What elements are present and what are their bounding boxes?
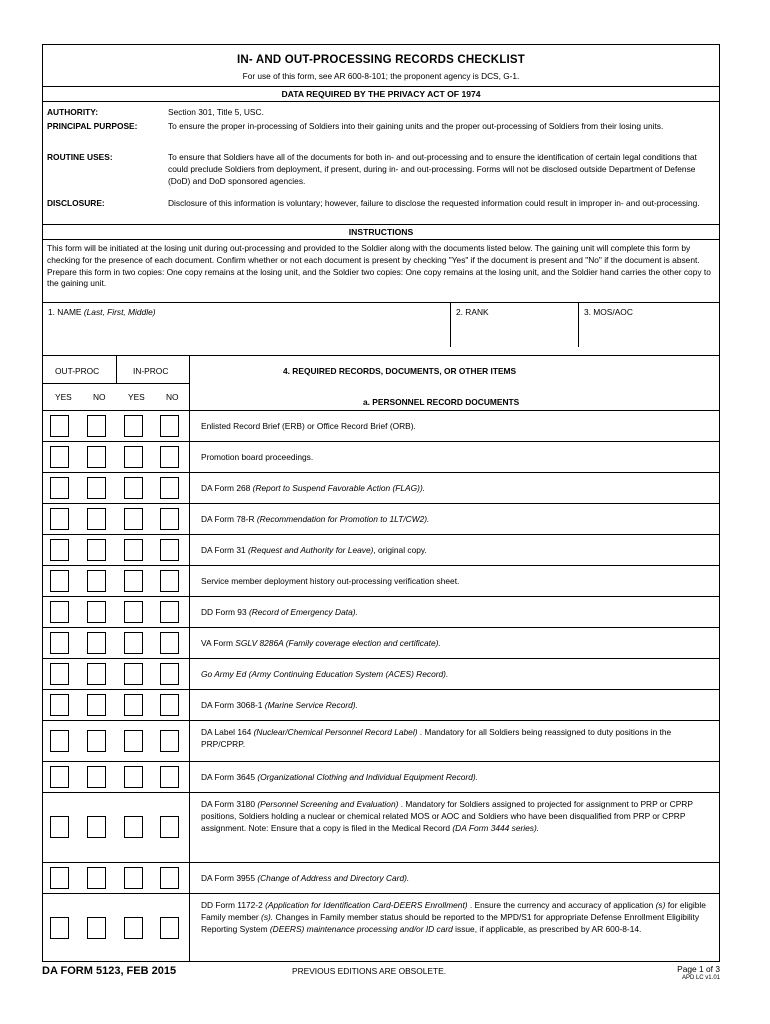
page-info (677, 964, 720, 981)
table-row (43, 862, 719, 893)
table-row (43, 503, 719, 534)
in-no-checkbox[interactable] (160, 508, 179, 530)
item-text: . Mandatory for Soldiers assigned to projected for assignment to PRP or CPRP positions, Soldiers holding a nuclear or chemical related MOS or AOC and Soldiers who have been disqualified from PRP or CPRP assignment. Note: Ensure that a copy is filed in the Medical Record (201, 799, 693, 833)
item-text: DA Form 3955 (201, 873, 258, 883)
table-row (43, 410, 719, 441)
page-number: Page 1 of 3 (677, 964, 720, 974)
privacy-label: PRINCIPAL PURPOSE: (47, 121, 138, 131)
table-row (43, 596, 719, 627)
out-yes-checkbox[interactable] (50, 601, 69, 623)
form-id: DA FORM 5123, FEB 2015 (42, 965, 177, 977)
table-row (43, 658, 719, 689)
privacy-act-header: DATA REQUIRED BY THE PRIVACY ACT OF 1974 (43, 86, 719, 102)
in-no-checkbox[interactable] (160, 867, 179, 889)
out-no-checkbox[interactable] (87, 917, 106, 939)
item-text: VA Form (201, 638, 236, 648)
list-item (201, 726, 716, 750)
column-divider (116, 355, 117, 384)
item-text: , original copy. (373, 545, 427, 555)
out-no-checkbox[interactable] (87, 446, 106, 468)
name-field[interactable] (43, 303, 451, 347)
row-divider (43, 472, 719, 473)
item-text: . Mandatory for all Soldiers being reassigned to duty positions in the PRP/CPRP. (201, 727, 672, 749)
out-no-checkbox[interactable] (87, 415, 106, 437)
row-divider (43, 534, 719, 535)
in-yes-checkbox[interactable] (124, 766, 143, 788)
list-item (201, 872, 716, 884)
table-row (43, 792, 719, 862)
table-row (43, 472, 719, 503)
in-no-checkbox[interactable] (160, 570, 179, 592)
item-text: DA Form 3645 (201, 772, 258, 782)
item-text: for eligible Family member (201, 900, 706, 922)
privacy-act-section (43, 102, 719, 224)
item-text: DA Label 164 (201, 727, 254, 737)
in-yes-checkbox[interactable] (124, 570, 143, 592)
item-text: Enlisted Record Brief (ERB) or Office Record Brief (ORB). (201, 421, 416, 431)
form-footer (42, 962, 720, 1002)
in-no-header: NO (166, 392, 179, 402)
in-no-checkbox[interactable] (160, 632, 179, 654)
item-text: DA Form 31 (201, 545, 249, 555)
in-yes-checkbox[interactable] (124, 694, 143, 716)
out-proc-header: OUT-PROC (55, 366, 100, 376)
table-row (43, 534, 719, 565)
out-yes-header: YES (55, 392, 72, 402)
in-yes-checkbox[interactable] (124, 730, 143, 752)
mos-label: 3. MOS/AOC (584, 307, 633, 317)
rank-field[interactable] (451, 303, 579, 347)
row-divider (43, 503, 719, 504)
row-divider (43, 565, 719, 566)
in-yes-checkbox[interactable] (124, 663, 143, 685)
privacy-text: To ensure the proper in-processing of Soldiers into their gaining units and the proper out-processing of Soldiers from their losing units. (168, 121, 664, 131)
item-text: Promotion board proceedings. (201, 452, 314, 462)
list-item (201, 420, 716, 432)
item-title: (Personnel Screening and Evaluation) (257, 799, 399, 809)
table-row (43, 627, 719, 658)
item-title: (Record of Emergency Data). (248, 607, 358, 617)
item-text: DD Form 1172-2 (201, 900, 266, 910)
rank-label: 2. RANK (456, 307, 489, 317)
list-item (201, 606, 716, 618)
name-label: 1. NAME (48, 307, 84, 317)
list-item (201, 451, 716, 463)
item-text: DA Form 3180 (201, 799, 258, 809)
out-yes-checkbox[interactable] (50, 415, 69, 437)
list-item (201, 771, 716, 783)
in-no-checkbox[interactable] (160, 816, 179, 838)
item-text: . Ensure the currency and accuracy of application (467, 900, 656, 910)
item-title: (s). (261, 912, 274, 922)
list-item (201, 668, 716, 680)
item-text: DD Form 93 (201, 607, 249, 617)
in-proc-header: IN-PROC (133, 366, 169, 376)
in-no-checkbox[interactable] (160, 446, 179, 468)
item-title: (Application for Identification Card-DEERS Enrollment) (265, 900, 468, 910)
row-divider (43, 720, 719, 721)
list-item (201, 899, 716, 935)
in-yes-header: YES (128, 392, 145, 402)
in-yes-checkbox[interactable] (124, 539, 143, 561)
out-no-checkbox[interactable] (87, 816, 106, 838)
row-divider (43, 862, 719, 863)
out-no-checkbox[interactable] (87, 477, 106, 499)
list-item (201, 482, 716, 494)
row-divider (43, 596, 719, 597)
in-no-checkbox[interactable] (160, 663, 179, 685)
list-item (201, 544, 716, 556)
items-header: 4. REQUIRED RECORDS, DOCUMENTS, OR OTHER ITEMS (283, 366, 517, 376)
out-no-checkbox[interactable] (87, 694, 106, 716)
privacy-text: Section 301, Title 5, USC. (168, 107, 264, 117)
out-yes-checkbox[interactable] (50, 766, 69, 788)
row-divider (43, 658, 719, 659)
checklist-grid-top (43, 355, 719, 356)
in-yes-checkbox[interactable] (124, 508, 143, 530)
in-no-checkbox[interactable] (160, 730, 179, 752)
in-yes-checkbox[interactable] (124, 446, 143, 468)
in-yes-checkbox[interactable] (124, 816, 143, 838)
row-divider (43, 410, 719, 411)
list-item (201, 637, 716, 649)
identity-fields-row (43, 302, 719, 347)
table-row (43, 761, 719, 792)
in-no-checkbox[interactable] (160, 766, 179, 788)
obsolete-notice: PREVIOUS EDITIONS ARE OBSOLETE. (292, 966, 447, 976)
out-yes-checkbox[interactable] (50, 570, 69, 592)
list-item (201, 699, 716, 711)
in-yes-checkbox[interactable] (124, 477, 143, 499)
mos-field[interactable] (579, 303, 719, 347)
in-yes-checkbox[interactable] (124, 867, 143, 889)
table-row (43, 720, 719, 761)
out-no-checkbox[interactable] (87, 570, 106, 592)
version-label: APD LC v1.01 (681, 975, 720, 981)
item-title: (Report to Suspend Favorable Action (FLAG)). (252, 483, 426, 493)
in-no-checkbox[interactable] (160, 917, 179, 939)
item-title: (Recommendation for Promotion to 1LT/CW2). (256, 514, 430, 524)
item-title: (Marine Service Record). (264, 700, 358, 710)
item-text: DA Form 3068-1 (201, 700, 265, 710)
list-item (201, 798, 716, 834)
item-title: (Change of Address and Directory Card). (257, 873, 410, 883)
form-title: IN- AND OUT-PROCESSING RECORDS CHECKLIST (236, 54, 526, 66)
item-title: (DA Form 3444 series). (452, 823, 540, 833)
row-divider (43, 627, 719, 628)
instructions-text: This form will be initiated at the losing unit during out-processing and provided to the Soldier along with the documents listed below. The gaining unit will complete this form by checking for the presence of each document. Confirm whether or not each document is present by checking "Yes" if the document is present and "No" if the document is absent. Prepare this form in two copies: One copy remains at the losing unit, and the Soldier two copies: One copy remains at the losing unit, and the Soldier hand carries the other copy to the gaining unit. (47, 243, 711, 289)
table-row (43, 689, 719, 720)
out-no-header: NO (93, 392, 106, 402)
in-no-checkbox[interactable] (160, 415, 179, 437)
out-yes-checkbox[interactable] (50, 632, 69, 654)
row-divider (43, 441, 719, 442)
out-yes-checkbox[interactable] (50, 917, 69, 939)
out-yes-checkbox[interactable] (50, 694, 69, 716)
out-no-checkbox[interactable] (87, 730, 106, 752)
out-no-checkbox[interactable] (87, 632, 106, 654)
in-yes-checkbox[interactable] (124, 601, 143, 623)
out-no-checkbox[interactable] (87, 508, 106, 530)
out-yes-checkbox[interactable] (50, 508, 69, 530)
item-title: (s) (655, 900, 666, 910)
item-title: (Request and Authority for Leave) (248, 545, 374, 555)
row-divider (43, 689, 719, 690)
out-no-checkbox[interactable] (87, 539, 106, 561)
section-a-header: a. PERSONNEL RECORD DOCUMENTS (363, 397, 520, 407)
out-no-checkbox[interactable] (87, 663, 106, 685)
item-title: (DEERS) maintenance processing and/or ID card (269, 924, 453, 934)
privacy-text: Disclosure of this information is voluntary; however, failure to disclose the requested information could result in improper in- and out-processing. (168, 198, 700, 208)
name-hint: (Last, First, Middle) (83, 307, 156, 317)
row-divider (43, 761, 719, 762)
out-yes-checkbox[interactable] (50, 730, 69, 752)
item-text: DA Form 78-R (201, 514, 257, 524)
privacy-label: AUTHORITY: (47, 107, 99, 117)
item-text: Service member deployment history out-processing verification sheet. (201, 576, 460, 586)
item-text: issue, if applicable, as prescribed by AR 600-8-14. (452, 924, 642, 934)
privacy-text: To ensure that Soldiers have all of the documents for both in- and out-processing and to ensure the identification of certain legal conditions that could preclude Soldiers from deployment, if present, during in- and out-processing. Forms will not be disclosed outside Department of Defense (DoD) and DoD sponsored agencies. (168, 152, 697, 186)
in-yes-checkbox[interactable] (124, 632, 143, 654)
item-text: Changes in Family member status should be reported to the MPD/S1 for appropriate Defense Enrollment Eligibility Reporting System (201, 912, 700, 934)
out-no-checkbox[interactable] (87, 766, 106, 788)
instructions-header: INSTRUCTIONS (43, 224, 719, 240)
in-no-checkbox[interactable] (160, 539, 179, 561)
in-no-checkbox[interactable] (160, 477, 179, 499)
out-yes-checkbox[interactable] (50, 867, 69, 889)
table-row (43, 441, 719, 472)
list-item (201, 575, 716, 587)
out-yes-checkbox[interactable] (50, 477, 69, 499)
out-yes-checkbox[interactable] (50, 539, 69, 561)
out-no-checkbox[interactable] (87, 867, 106, 889)
row-divider (43, 893, 719, 894)
records-checklist-form (42, 44, 720, 962)
item-title: (Organizational Clothing and Individual Equipment Record). (257, 772, 478, 782)
privacy-label: ROUTINE USES: (47, 152, 113, 162)
list-item (201, 513, 716, 525)
in-no-checkbox[interactable] (160, 694, 179, 716)
out-no-checkbox[interactable] (87, 601, 106, 623)
in-yes-checkbox[interactable] (124, 917, 143, 939)
out-yes-checkbox[interactable] (50, 446, 69, 468)
form-subtitle: For use of this form, see AR 600-8-101; the proponent agency is DCS, G-1. (242, 71, 520, 81)
in-yes-checkbox[interactable] (124, 415, 143, 437)
item-title: SGLV 8286A (Family coverage election and certificate). (235, 638, 441, 648)
item-text: DA Form 268 (201, 483, 253, 493)
out-yes-checkbox[interactable] (50, 663, 69, 685)
out-yes-checkbox[interactable] (50, 816, 69, 838)
item-title: Go Army Ed (Army Continuing Education System (ACES) Record). (201, 669, 449, 679)
table-row (43, 565, 719, 596)
item-title: (Nuclear/Chemical Personnel Record Label) (253, 727, 418, 737)
in-no-checkbox[interactable] (160, 601, 179, 623)
table-row (43, 893, 719, 962)
row-divider (43, 792, 719, 793)
privacy-label: DISCLOSURE: (47, 198, 105, 208)
